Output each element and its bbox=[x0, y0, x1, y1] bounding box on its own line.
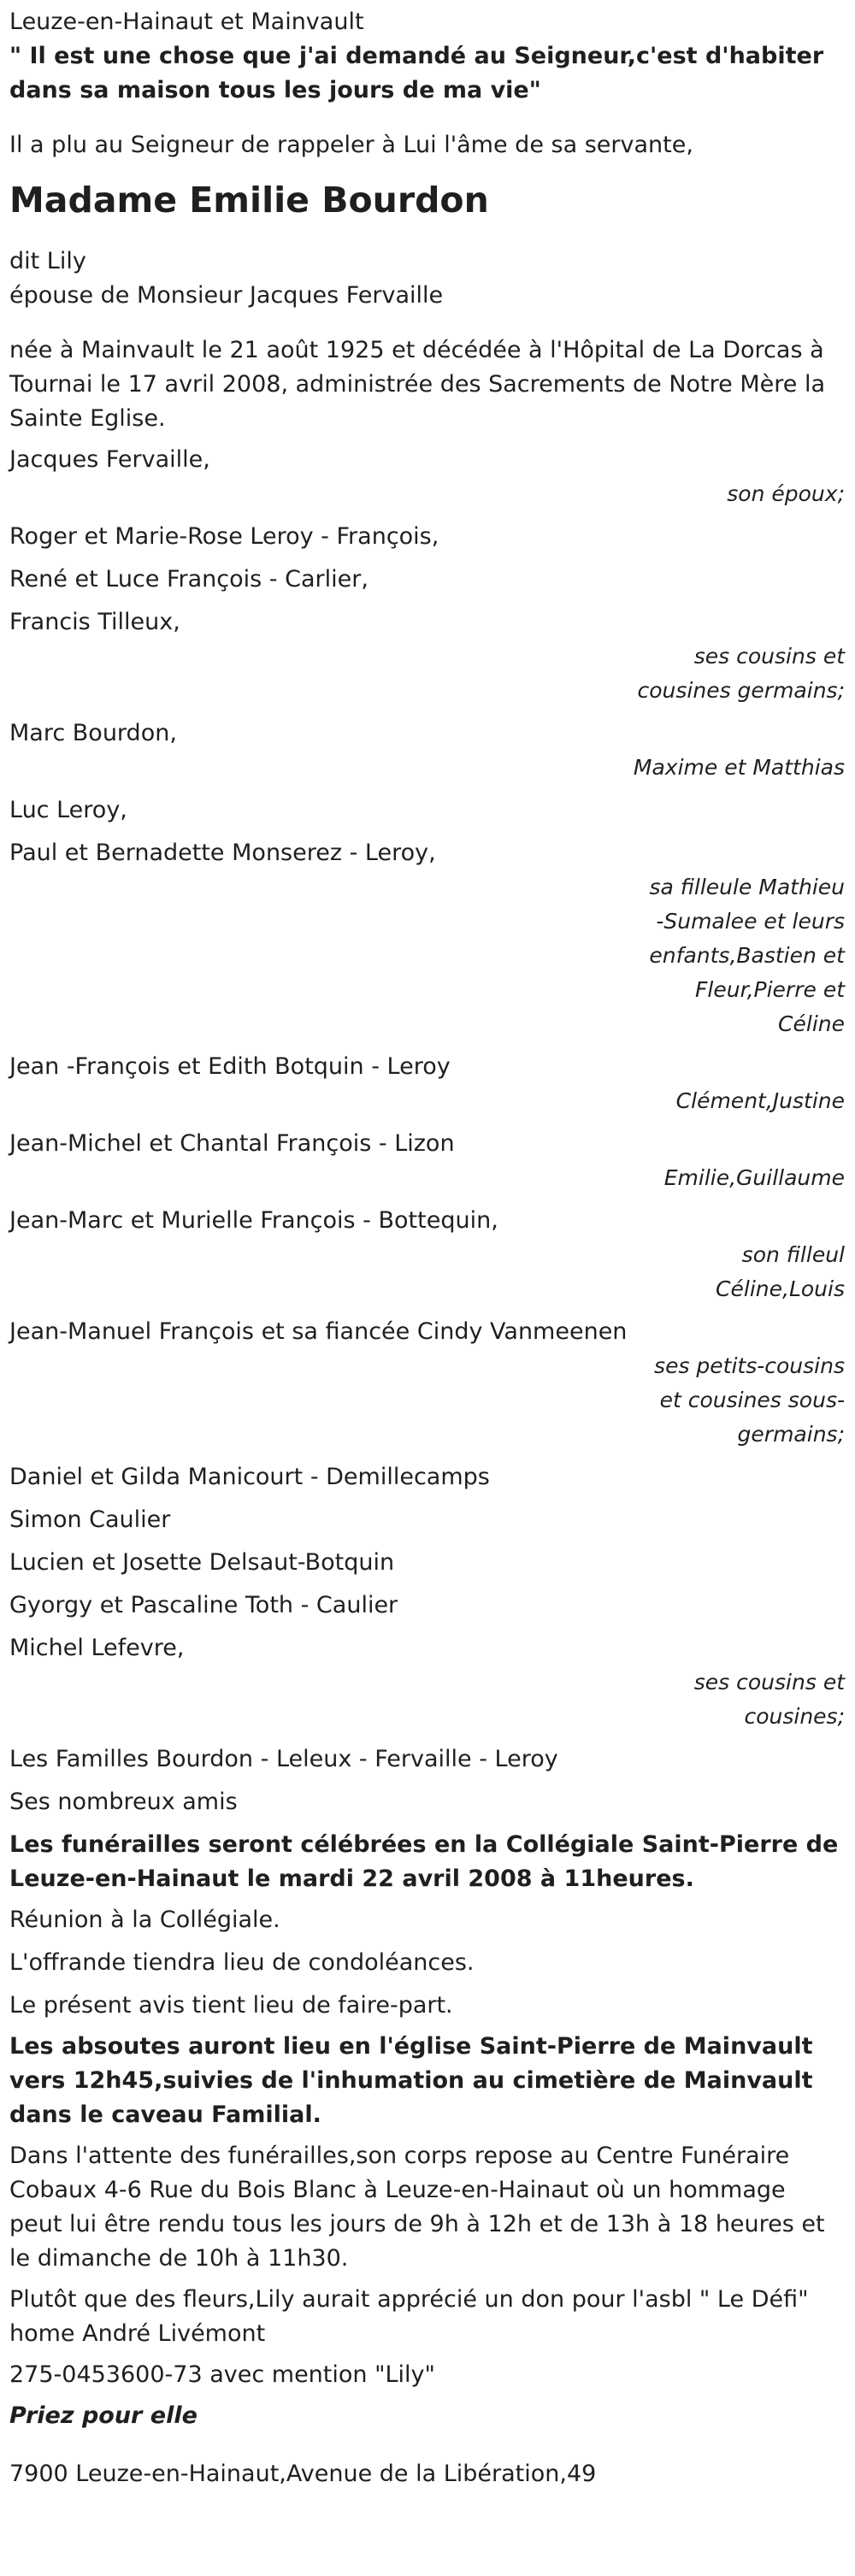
intro-line: Il a plu au Seigneur de rappeler à Lui l'âme de sa servante, bbox=[9, 132, 693, 158]
spouse-line: épouse de Monsieur Jacques Fervaille bbox=[9, 282, 444, 309]
funeral-announcement: Les funérailles seront célébrées en la Collégiale Saint-Pierre de Leuze-en-Hainaut le mardi 22 avril 2008 à 11heures. bbox=[9, 1831, 839, 1892]
cousin-7: Gyorgy et Pascaline Toth - Caulier bbox=[9, 1592, 398, 1618]
paul-line: Paul et Bernadette Monserez - Leroy, bbox=[9, 840, 436, 866]
address-line: 7900 Leuze-en-Hainaut,Avenue de la Libération,49 bbox=[9, 2461, 597, 2487]
meeting-line: Réunion à la Collégiale. bbox=[9, 1907, 280, 1933]
spouse-name: Jacques Fervaille, bbox=[9, 446, 210, 473]
prayer-line: Priez pour elle bbox=[9, 2402, 198, 2429]
quote-line: " Il est une chose que j'ai demandé au Seigneur,c'est d'habiter dans sa maison tous les jours de ma vie" bbox=[9, 43, 824, 103]
cousin-3: Francis Tilleux, bbox=[9, 609, 180, 635]
spacer bbox=[9, 313, 845, 333]
absoutes-paragraph: Les absoutes auront lieu en l'église Saint-Pierre de Mainvault vers 12h45,suivies de l'inhumation au cimetière de Mainvault dans le caveau Familial. bbox=[9, 2033, 813, 2128]
friends-line: Ses nombreux amis bbox=[9, 1789, 238, 1815]
cousin-1: Roger et Marie-Rose Leroy - François, bbox=[9, 523, 439, 550]
jmarc-role: son filleul Céline,Louis bbox=[716, 1242, 845, 1301]
spacer bbox=[9, 108, 845, 128]
cousin-2: René et Luce François - Carlier, bbox=[9, 566, 369, 592]
cousin-5: Simon Caulier bbox=[9, 1506, 171, 1533]
jf-children: Clément,Justine bbox=[675, 1088, 845, 1113]
jmanuel-line: Jean-Manuel François et sa fiancée Cindy Vanmeenen bbox=[9, 1318, 628, 1345]
families-line: Les Familles Bourdon - Leleux - Fervaille - Leroy bbox=[9, 1746, 558, 1772]
jmanuel-role: ses petits-cousins et cousines sous-germains; bbox=[654, 1353, 845, 1447]
cousins2-role: ses cousins et cousines; bbox=[693, 1670, 845, 1729]
cousin-6: Lucien et Josette Delsaut-Botquin bbox=[9, 1549, 395, 1576]
offering-line: L'offrande tiendra lieu de condoléances. bbox=[9, 1949, 475, 1976]
luc-line: Luc Leroy, bbox=[9, 797, 127, 823]
jmarc-line: Jean-Marc et Murielle François - Bottequin, bbox=[9, 1207, 498, 1234]
cousin-4: Daniel et Gilda Manicourt - Demillecamps bbox=[9, 1464, 490, 1490]
bio-paragraph: née à Mainvault le 21 août 1925 et décédée à l'Hôpital de La Dorcas à Tournai le 17 avril 2008, administrée des Sacrements de Notre Mère la Sainte Eglise. bbox=[9, 337, 825, 432]
cousin-8: Michel Lefevre, bbox=[9, 1635, 185, 1661]
account-line: 275-0453600-73 avec mention "Lily" bbox=[9, 2361, 435, 2388]
jf-line: Jean -François et Edith Botquin - Leroy bbox=[9, 1053, 451, 1080]
cousins-role: ses cousins et cousines germains; bbox=[637, 644, 845, 703]
spacer bbox=[9, 162, 845, 176]
jm-children: Emilie,Guillaume bbox=[663, 1165, 845, 1190]
spouse-role: son époux; bbox=[727, 481, 845, 506]
spacer bbox=[9, 224, 845, 245]
marc-children: Maxime et Matthias bbox=[633, 755, 845, 780]
marc-line: Marc Bourdon, bbox=[9, 720, 177, 746]
donation-paragraph: Plutôt que des fleurs,Lily aurait apprécié un don pour l'asbl " Le Défi" home André Livémont bbox=[9, 2286, 809, 2347]
spacer bbox=[9, 2433, 845, 2457]
paul-role: sa filleule Mathieu -Sumalee et leurs enfants,Bastien et Fleur,Pierre et Céline bbox=[649, 875, 845, 1036]
deceased-name: Madame Emilie Bourdon bbox=[9, 180, 489, 221]
rest-paragraph: Dans l'attente des funérailles,son corps repose au Centre Funéraire Cobaux 4-6 Rue du Bois Blanc à Leuze-en-Hainaut où un hommage peut lui être rendu tous les jours de 9h à 12h et de 13h à 18 heures et le dimanche de 10h à 11h30. bbox=[9, 2143, 825, 2272]
alias-line: dit Lily bbox=[9, 248, 86, 274]
location-line: Leuze-en-Hainaut et Mainvault bbox=[9, 9, 364, 35]
notice-line: Le présent avis tient lieu de faire-part. bbox=[9, 1992, 453, 2019]
jm-line: Jean-Michel et Chantal François - Lizon bbox=[9, 1130, 455, 1157]
